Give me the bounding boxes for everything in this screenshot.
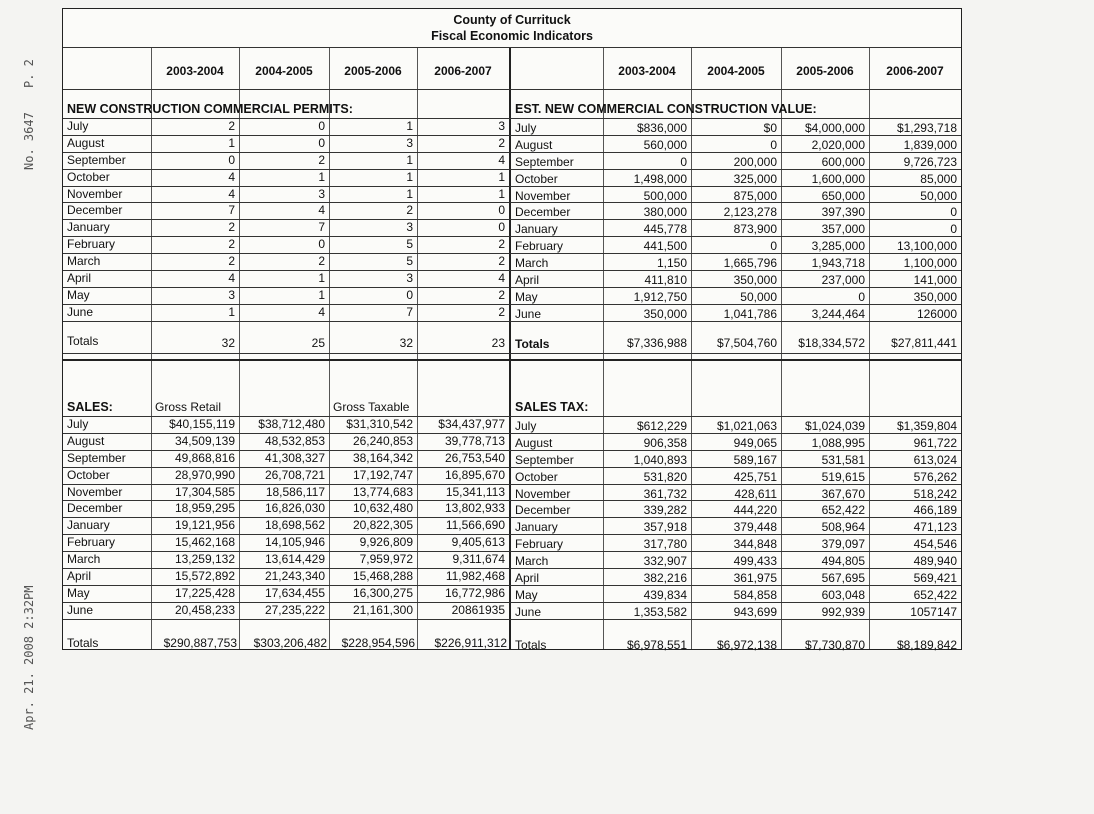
table-cell: 21,161,300 (352, 602, 413, 617)
month-label: September (67, 152, 126, 167)
table-cell: 3 (406, 271, 413, 285)
month-label: April (515, 273, 540, 287)
table-cell: 652,422 (821, 503, 865, 518)
table-cell: 1 (406, 186, 413, 201)
month-label: December (515, 205, 571, 220)
table-cell: 411,810 (644, 273, 687, 287)
table-cell: 397,390 (821, 205, 865, 220)
table-cell: 3,244,464 (811, 306, 865, 321)
totals-cell: $303,206,482 (253, 635, 327, 650)
table-cell: 126000 (916, 306, 957, 321)
table-cell: $34,437,977 (438, 416, 505, 431)
month-label: December (67, 203, 123, 218)
totals-cell: $8,189,842 (896, 637, 957, 652)
month-label: August (515, 137, 553, 152)
month-label: December (67, 501, 123, 516)
month-label: February (515, 537, 564, 552)
table-cell: 1 (318, 271, 325, 285)
fax-number: No. 3647 (22, 112, 36, 170)
totals-cell: $6,978,551 (626, 637, 687, 652)
month-label: April (67, 569, 92, 583)
table-cell: 26,753,540 (444, 450, 505, 465)
table-cell: 2,123,278 (723, 205, 777, 220)
month-label: October (67, 169, 110, 184)
year-header-left: 2006-2007 (434, 64, 492, 78)
table-cell: 0 (770, 239, 777, 254)
document-subtitle: Fiscal Economic Indicators (431, 29, 593, 43)
totals-cell: $27,811,441 (891, 335, 957, 350)
table-cell: 317,780 (643, 537, 687, 552)
table-cell: 3 (228, 287, 235, 302)
table-cell: 2 (406, 203, 413, 218)
table-cell: 361,732 (643, 486, 687, 501)
totals-label: Totals (67, 333, 99, 348)
month-label: June (515, 604, 542, 619)
table-cell: 531,581 (821, 452, 865, 467)
month-label: October (67, 467, 110, 482)
table-cell: 11,982,468 (445, 569, 505, 583)
month-label: June (515, 306, 542, 321)
table-cell: 17,634,455 (264, 585, 325, 600)
row-divider (63, 353, 961, 354)
table-cell: 454,546 (913, 537, 957, 552)
table-cell: 20,458,233 (174, 602, 235, 617)
table-cell: 961,722 (913, 435, 957, 450)
fiscal-indicators-sheet (62, 8, 962, 650)
table-cell: 2 (228, 220, 235, 235)
column-divider (509, 47, 511, 649)
table-cell: 518,242 (913, 486, 957, 501)
table-cell: 11,566,690 (445, 518, 505, 533)
year-header-left: 2005-2006 (344, 64, 402, 78)
table-cell: 350,000 (733, 273, 777, 287)
table-cell: 17,192,747 (352, 467, 413, 482)
table-cell: 0 (406, 287, 413, 302)
table-cell: 0 (318, 118, 325, 133)
month-label: March (515, 554, 549, 569)
table-cell: 2 (498, 254, 505, 269)
totals-cell: $7,336,988 (626, 335, 687, 350)
totals-label: Totals (515, 637, 547, 652)
section-heading: SALES TAX: (515, 400, 589, 414)
table-cell: 0 (498, 220, 505, 235)
table-cell: 382,216 (643, 571, 687, 585)
month-label: January (515, 520, 558, 535)
table-cell: 379,097 (821, 537, 865, 552)
table-cell: 567,695 (821, 571, 865, 585)
month-label: July (515, 418, 537, 433)
totals-cell: 32 (399, 335, 413, 350)
table-cell: 357,918 (643, 520, 687, 535)
table-cell: 2,020,000 (811, 137, 865, 152)
month-label: November (67, 484, 123, 499)
table-cell: $1,359,804 (896, 418, 957, 433)
table-cell: 7 (228, 203, 235, 218)
table-cell: 2 (318, 254, 325, 269)
table-cell: 2 (498, 135, 505, 150)
year-header-right: 2006-2007 (886, 64, 944, 78)
table-cell: $1,021,063 (716, 418, 777, 433)
table-cell: 1,088,995 (811, 435, 865, 450)
table-cell: $38,712,480 (258, 416, 325, 431)
table-cell: 0 (770, 137, 777, 152)
table-cell: 1,665,796 (723, 256, 777, 271)
table-cell: 1,150 (656, 256, 687, 271)
month-label: June (67, 602, 94, 617)
month-label: June (67, 304, 94, 319)
table-cell: 494,805 (821, 554, 865, 569)
table-cell: 13,774,683 (352, 484, 413, 499)
table-cell: 237,000 (821, 273, 865, 287)
table-cell: 441,500 (643, 239, 687, 254)
table-cell: 650,000 (821, 188, 865, 203)
table-cell: 41,308,327 (264, 450, 325, 465)
table-cell: 1 (228, 135, 235, 150)
year-header-right: 2004-2005 (707, 64, 765, 78)
table-cell: 50,000 (740, 289, 777, 304)
table-cell: 445,778 (643, 222, 687, 237)
table-cell: $31,310,542 (346, 416, 413, 431)
table-cell: 439,834 (643, 587, 687, 602)
table-cell: 15,572,892 (174, 569, 235, 583)
totals-cell: $7,730,870 (804, 637, 865, 652)
month-label: May (67, 287, 90, 302)
table-cell: $836,000 (636, 120, 687, 135)
section-heading: NEW CONSTRUCTION COMMERCIAL PERMITS: (67, 102, 353, 116)
totals-cell: 23 (491, 335, 505, 350)
table-cell: 949,065 (733, 435, 777, 450)
year-header-right: 2003-2004 (618, 64, 676, 78)
table-cell: 873,900 (733, 222, 777, 237)
table-cell: 1 (228, 304, 235, 319)
table-cell: 3 (406, 135, 413, 150)
table-cell: 85,000 (920, 171, 957, 186)
table-cell: 2 (498, 304, 505, 319)
totals-cell: $228,954,596 (341, 635, 415, 650)
table-cell: 499,433 (733, 554, 777, 569)
table-cell: 380,000 (643, 205, 687, 220)
totals-label: Totals (67, 635, 99, 650)
table-cell: 875,000 (733, 188, 777, 203)
month-label: July (515, 120, 537, 135)
table-cell: 13,259,132 (174, 552, 235, 567)
table-cell: $612,229 (636, 418, 687, 433)
table-cell: 9,311,674 (452, 552, 505, 567)
table-cell: 34,509,139 (174, 433, 235, 448)
totals-cell: 32 (221, 335, 235, 350)
table-cell: 1,839,000 (903, 137, 957, 152)
month-label: May (515, 289, 538, 304)
table-cell: 1,100,000 (903, 256, 957, 271)
totals-cell: $6,972,138 (716, 637, 777, 652)
table-cell: 0 (498, 203, 505, 218)
table-cell: 350,000 (913, 289, 957, 304)
totals-cell: $18,334,572 (798, 335, 865, 350)
month-label: August (67, 433, 105, 448)
table-cell: 1 (498, 186, 505, 201)
table-cell: 2 (228, 254, 235, 269)
table-cell: 200,000 (733, 154, 777, 169)
table-cell: 1,600,000 (811, 171, 865, 186)
table-cell: 519,615 (821, 469, 865, 484)
month-label: April (67, 271, 92, 285)
table-cell: 471,123 (913, 520, 957, 535)
table-cell: 1 (498, 169, 505, 184)
table-cell: 3 (406, 220, 413, 235)
month-label: May (67, 585, 90, 600)
month-label: March (67, 552, 101, 567)
fax-header-strip (22, 40, 52, 740)
table-cell: 603,048 (821, 587, 865, 602)
table-cell: 18,586,117 (265, 484, 325, 499)
totals-cell: $226,911,312 (434, 635, 507, 650)
month-label: November (515, 486, 571, 501)
table-cell: 21,243,340 (264, 569, 325, 583)
table-cell: 1 (406, 118, 413, 133)
table-cell: 2 (498, 287, 505, 302)
month-label: November (67, 186, 123, 201)
table-cell: 19,121,956 (174, 518, 235, 533)
month-label: May (515, 587, 538, 602)
table-cell: 4 (228, 169, 235, 184)
table-cell: 560,000 (643, 137, 687, 152)
table-cell: 4 (318, 304, 325, 319)
table-cell: 4 (498, 271, 505, 285)
totals-cell: 25 (311, 335, 325, 350)
table-cell: 344,848 (733, 537, 777, 552)
table-cell: 48,532,853 (264, 433, 325, 448)
table-cell: 0 (950, 205, 957, 220)
month-label: February (515, 239, 564, 254)
table-cell: 16,772,986 (444, 585, 505, 600)
table-cell: 489,940 (913, 554, 957, 569)
month-label: October (515, 171, 558, 186)
table-cell: 50,000 (920, 188, 957, 203)
table-cell: 0 (318, 135, 325, 150)
table-cell: 332,907 (643, 554, 687, 569)
month-label: February (67, 237, 116, 252)
table-cell: $40,155,119 (169, 416, 235, 431)
table-cell: 466,189 (913, 503, 957, 518)
table-cell: 4 (498, 152, 505, 167)
row-divider (63, 359, 961, 361)
row-divider (63, 619, 961, 620)
section-heading: EST. NEW COMMERCIAL CONSTRUCTION VALUE: (515, 102, 817, 116)
table-cell: 9,405,613 (451, 535, 505, 550)
table-cell: 17,225,428 (174, 585, 235, 600)
table-cell: 17,304,585 (174, 484, 235, 499)
month-label: September (515, 452, 574, 467)
table-cell: 13,100,000 (896, 239, 957, 254)
table-cell: $4,000,000 (804, 120, 865, 135)
document-title: County of Currituck (453, 13, 571, 27)
table-cell: 16,300,275 (352, 585, 413, 600)
table-cell: 2 (228, 237, 235, 252)
year-header-left: 2003-2004 (166, 64, 224, 78)
table-cell: 20,822,305 (352, 518, 413, 533)
month-label: March (515, 256, 549, 271)
table-cell: 584,858 (733, 587, 777, 602)
table-cell: 39,778,713 (444, 433, 505, 448)
table-cell: 425,751 (733, 469, 777, 484)
month-label: January (67, 518, 110, 533)
table-cell: 531,820 (643, 469, 687, 484)
table-cell: 1 (406, 152, 413, 167)
table-cell: $1,293,718 (896, 120, 957, 135)
month-label: November (515, 188, 571, 203)
table-cell: 2 (318, 152, 325, 167)
table-cell: 500,000 (643, 188, 687, 203)
table-cell: 4 (228, 271, 235, 285)
table-cell: 5 (406, 254, 413, 269)
row-divider (63, 47, 961, 48)
row-divider (63, 321, 961, 322)
fax-timestamp: Apr. 21. 2008 2:32PM (22, 585, 36, 730)
table-cell: 13,802,933 (444, 501, 505, 516)
month-label: August (515, 435, 553, 450)
table-cell: 27,235,222 (264, 602, 325, 617)
table-cell: 15,341,113 (445, 484, 505, 499)
table-cell: 350,000 (643, 306, 687, 321)
month-label: February (67, 535, 116, 550)
table-cell: 3,285,000 (811, 239, 865, 254)
table-cell: 7,959,972 (359, 552, 413, 567)
table-cell: 1,041,786 (723, 306, 777, 321)
table-cell: 9,726,723 (903, 154, 957, 169)
table-cell: 7 (318, 220, 325, 235)
table-cell: 1 (406, 169, 413, 184)
table-cell: 4 (318, 203, 325, 218)
year-header-right: 2005-2006 (796, 64, 854, 78)
table-cell: 16,826,030 (264, 501, 325, 516)
table-cell: 357,000 (821, 222, 865, 237)
month-label: January (67, 220, 110, 235)
table-cell: 589,167 (733, 452, 777, 467)
table-cell: 49,868,816 (174, 450, 235, 465)
month-label: October (515, 469, 558, 484)
table-cell: 5 (406, 237, 413, 252)
totals-cell: $7,504,760 (716, 335, 777, 350)
table-cell: 1,353,582 (633, 604, 687, 619)
fax-page-number: P. 2 (22, 59, 36, 88)
table-cell: 1,498,000 (633, 171, 687, 186)
month-label: January (515, 222, 558, 237)
table-cell: 992,939 (821, 604, 865, 619)
table-cell: $1,024,039 (804, 418, 865, 433)
table-cell: 569,421 (913, 571, 957, 585)
table-cell: 14,105,946 (264, 535, 325, 550)
table-cell: 26,708,721 (264, 467, 325, 482)
table-cell: 26,240,853 (352, 433, 413, 448)
table-cell: 1 (318, 287, 325, 302)
table-cell: 20861935 (451, 602, 505, 617)
table-cell: 9,926,809 (359, 535, 413, 550)
table-cell: 943,699 (733, 604, 777, 619)
table-cell: 1057147 (910, 604, 957, 619)
table-cell: 0 (228, 152, 235, 167)
table-cell: 652,422 (913, 587, 957, 602)
table-cell: 0 (680, 154, 687, 169)
table-cell: 0 (950, 222, 957, 237)
table-cell: 2 (498, 237, 505, 252)
table-cell: 325,000 (733, 171, 777, 186)
table-cell: 361,975 (733, 571, 777, 585)
month-label: July (67, 416, 89, 431)
table-cell: 428,611 (734, 486, 777, 501)
month-label: August (67, 135, 105, 150)
table-cell: 1 (318, 169, 325, 184)
table-cell: 38,164,342 (352, 450, 413, 465)
table-cell: 141,000 (913, 273, 957, 287)
month-label: April (515, 571, 540, 585)
table-cell: 367,670 (821, 486, 865, 501)
table-cell: 1,040,893 (633, 452, 687, 467)
table-cell: 13,614,429 (264, 552, 325, 567)
table-cell: 0 (318, 237, 325, 252)
table-cell: 906,358 (643, 435, 687, 450)
table-cell: 3 (498, 118, 505, 133)
table-cell: 28,970,990 (174, 467, 235, 482)
month-label: July (67, 118, 89, 133)
table-cell: 18,959,295 (174, 501, 235, 516)
row-divider (63, 89, 961, 90)
month-label: December (515, 503, 571, 518)
table-cell: 3 (318, 186, 325, 201)
table-cell: 600,000 (821, 154, 865, 169)
column-subheader: Gross Retail (155, 400, 222, 414)
month-label: September (515, 154, 574, 169)
table-cell: 576,262 (913, 469, 957, 484)
month-label: September (67, 450, 126, 465)
table-cell: 613,024 (913, 452, 957, 467)
totals-cell: $290,887,753 (163, 635, 237, 650)
table-cell: 4 (228, 186, 235, 201)
month-label: March (67, 254, 101, 269)
table-cell: $0 (763, 120, 777, 135)
table-cell: 1,912,750 (633, 289, 687, 304)
year-header-left: 2004-2005 (255, 64, 313, 78)
table-cell: 7 (406, 304, 413, 319)
table-cell: 339,282 (643, 503, 687, 518)
table-cell: 10,632,480 (352, 501, 413, 516)
table-cell: 508,964 (821, 520, 865, 535)
table-cell: 0 (858, 289, 865, 304)
table-cell: 18,698,562 (264, 518, 325, 533)
column-subheader: Gross Taxable (333, 400, 410, 414)
table-cell: 444,220 (733, 503, 777, 518)
table-cell: 379,448 (733, 520, 777, 535)
section-heading: SALES: (67, 400, 113, 414)
table-cell: 16,895,670 (444, 467, 505, 482)
table-cell: 1,943,718 (811, 256, 865, 271)
table-cell: 15,462,168 (174, 535, 235, 550)
table-cell: 15,468,288 (352, 569, 413, 583)
table-cell: 2 (228, 118, 235, 133)
totals-label: Totals (515, 336, 550, 351)
